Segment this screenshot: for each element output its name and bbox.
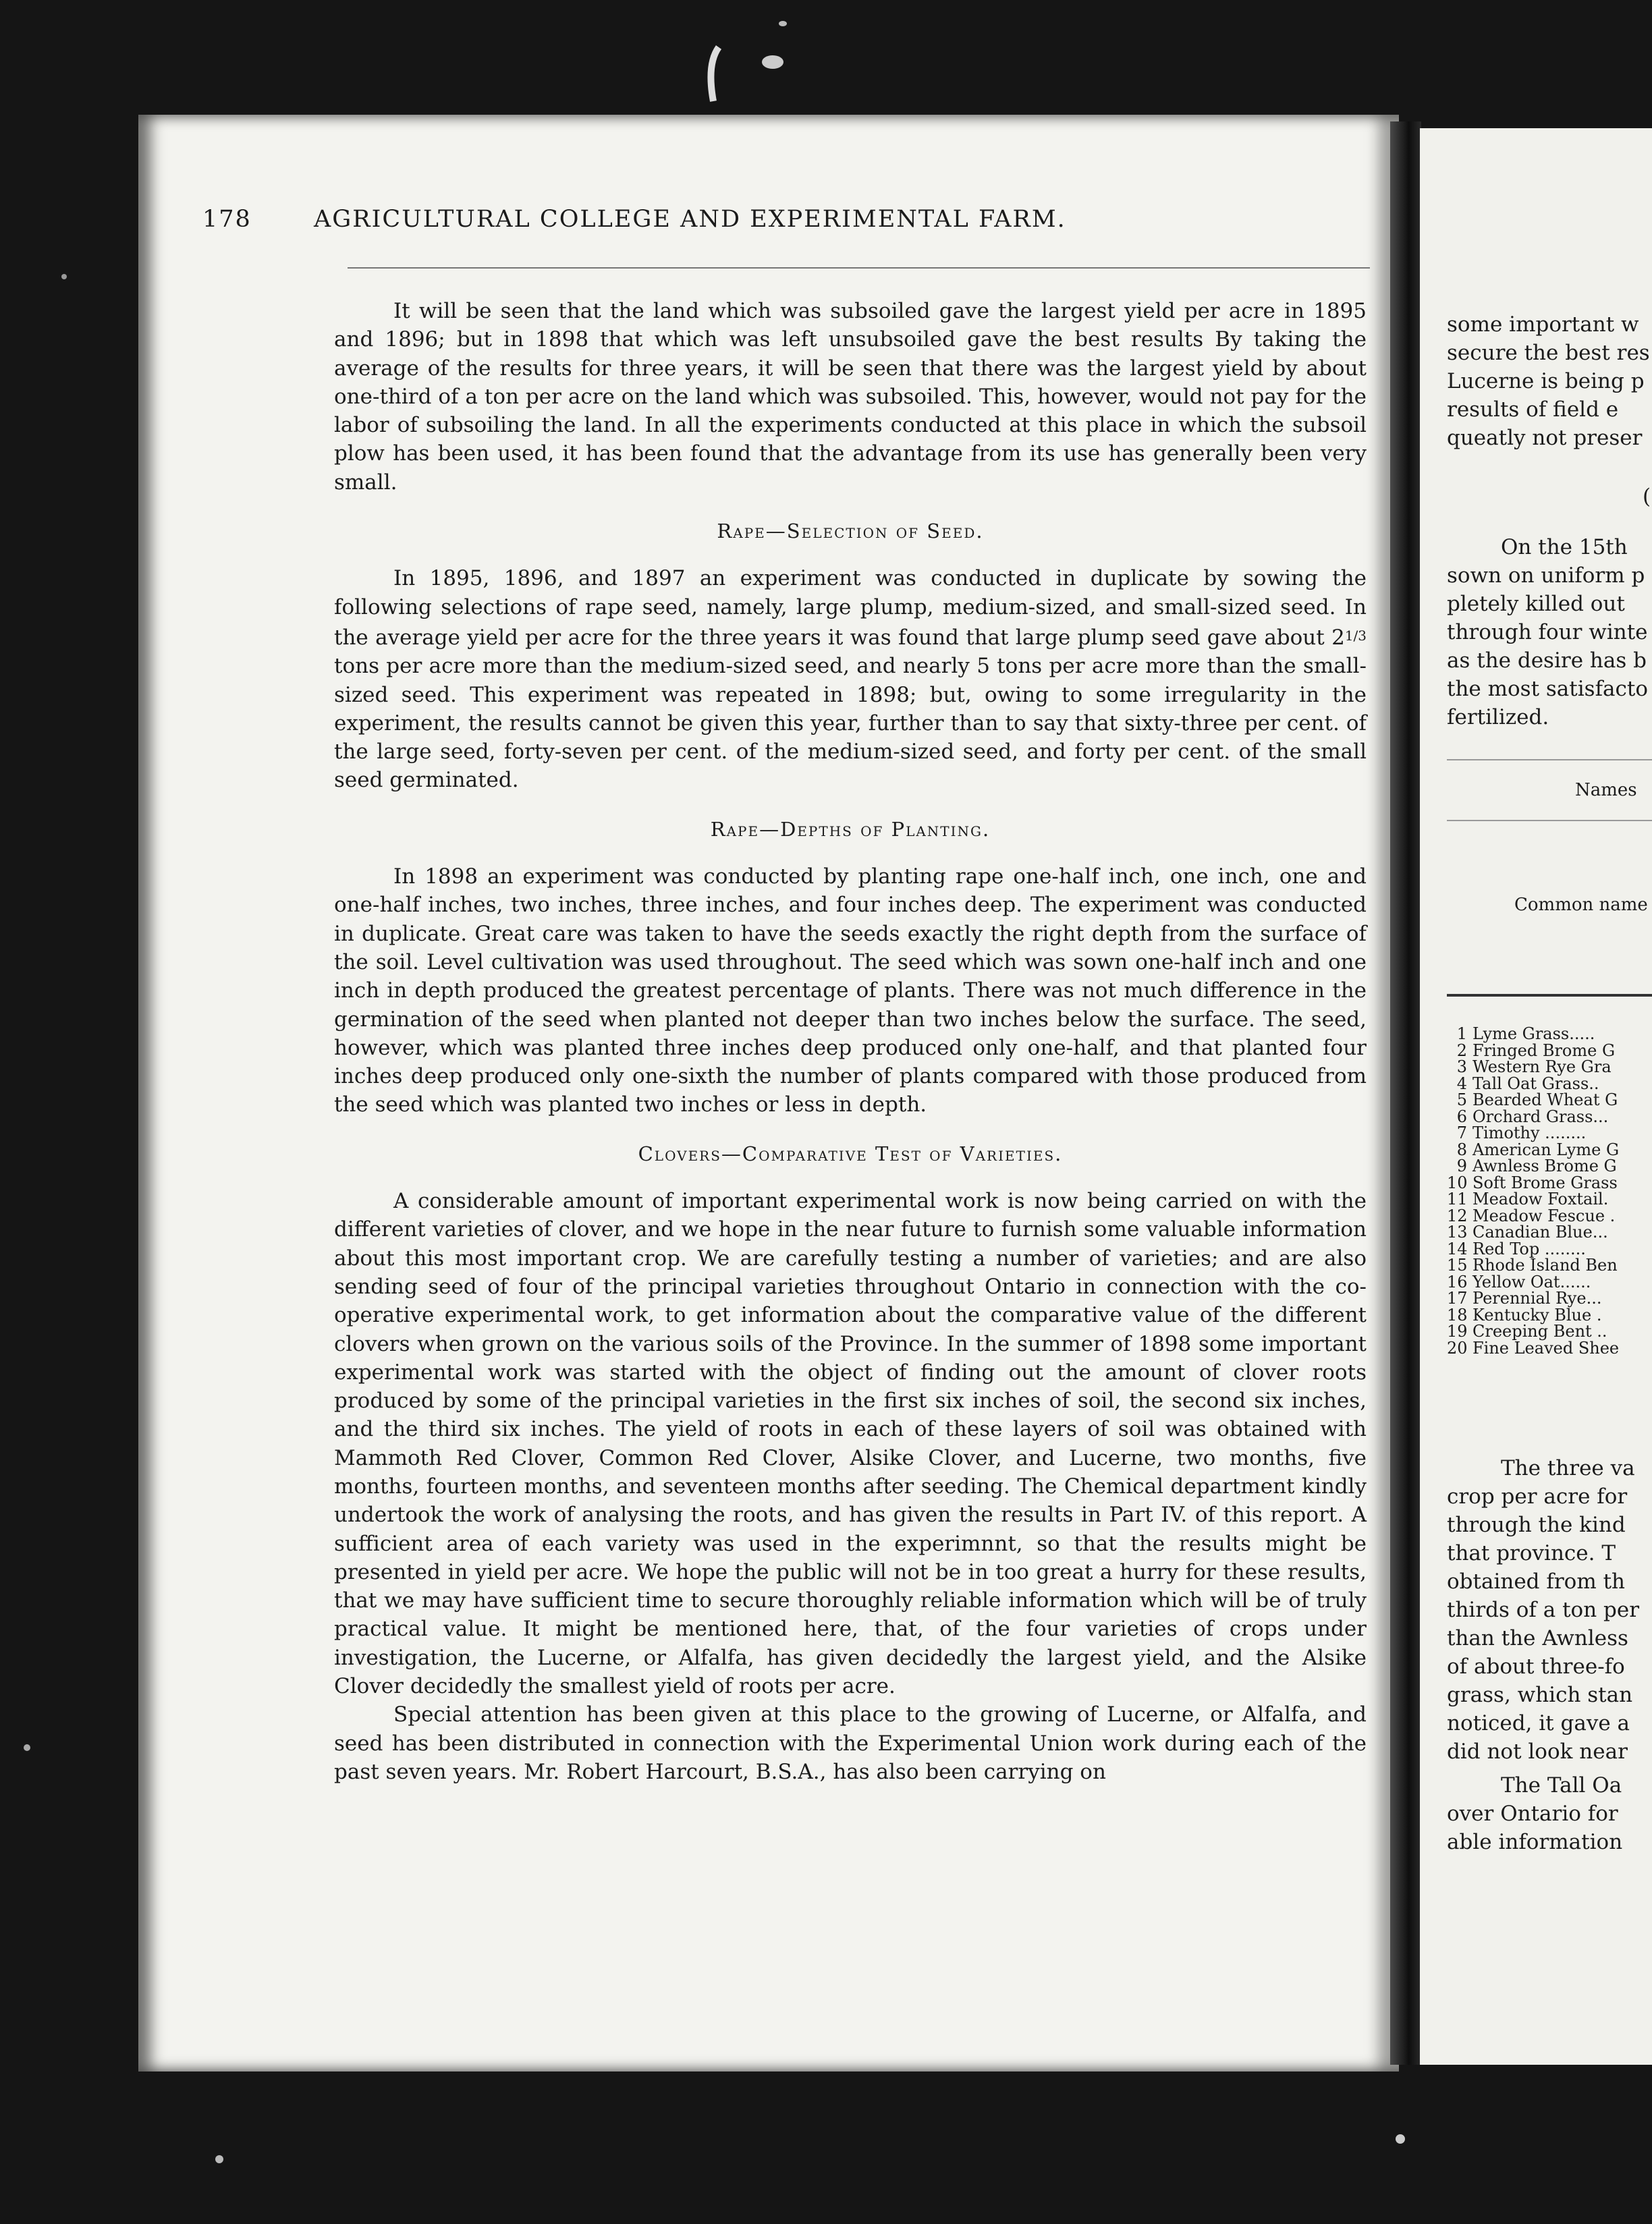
text-line: Lucerne is being p	[1447, 369, 1645, 393]
list-item: 20 Fine Leaved Shee	[1447, 1338, 1620, 1358]
right-text-top	[1447, 310, 1650, 452]
book-gutter	[1390, 121, 1421, 2065]
text-line: than the Awnless	[1447, 1626, 1628, 1650]
heading-fragment: (	[1643, 484, 1651, 509]
paragraph-rape-selection	[334, 564, 1367, 794]
page-body	[334, 297, 1367, 1786]
list-item: 15 Rhode Island Ben	[1447, 1256, 1618, 1275]
paragraph-rape-depths: In 1898 an experiment was conducted by planting rape one-half inch, one inch, one and one-half inches, two inches, three inches, and four inches deep. The experiment was conducted in duplicate. Great care was taken to have the seeds exactly the right depth from the surface of the soil. Level cultivation was used throughout. The seed which was sown one-half inch and one inch in depth produced the greatest percentage of plants. There was not much difference in the germination of the seed when planted not deeper than two inches below the surface. The seed, however, which was planted three inches deep produced only one-half, and that planted four inches deep produced only one-sixth the number of plants compared with those produced from the seed which was planted two inches or less in depth.	[334, 864, 1367, 1117]
list-item: 7 Timothy ........	[1456, 1123, 1587, 1142]
table-header-names: Names	[1575, 780, 1637, 800]
text-line: grass, which stan	[1447, 1683, 1633, 1707]
text-line: thirds of a ton per	[1447, 1598, 1640, 1622]
right-page-fragment	[1420, 128, 1652, 2065]
list-item: 9 Awnless Brome G	[1456, 1157, 1617, 1175]
text-line: did not look near	[1447, 1740, 1628, 1764]
list-item: 6 Orchard Grass...	[1456, 1107, 1609, 1126]
table-header-common-name: Common name	[1514, 895, 1648, 915]
paragraph-clovers: A considerable amount of important experimental work is now being carried on with the different varieties of clover, and we hope in the near future to furnish some valuable information about this most important crop. We are carefully testing a number of varieties; and are also sending seed of four of the principal varieties throughout Ontario in connection with the co-operative experimental work, to get information about the comparative value of the different clovers when grown on the various soils of the Province. In the summer of 1898 some important experimental work was started with the object of finding out the amount of clover roots produced by some of the principal varieties in the first six inches of soil, the second six inches, and the third six inches. The yield of roots in each of these layers of soil was obtained with Mammoth Red Clover, Common Red Clover, Alsike Clover, and Lucerne, two months, five months, fourteen months, and seventeen months after seeding. The Chemical department kindly undertook the work of analysing the roots, and has given the results in Part IV. of this report. A sufficient area of each variety was used in the experimnnt, so that the results might be presented in yield per acre. We hope the public will not be in too great a hurry for these results, that we may have sufficient time to secure thoroughly reliable information which will be of truly practical value. It might be mentioned here, that, of the four varieties of crops under investigation, the Lucerne, or Alfalfa, has given decidedly the largest yield, and the Alsike Clover decidedly the smallest yield of roots per acre.	[334, 1189, 1367, 1699]
text-line: through four winte	[1447, 620, 1648, 644]
text-line: crop per acre for	[1447, 1484, 1628, 1509]
right-text-bottom	[1447, 1454, 1639, 1856]
list-item: 13 Canadian Blue...	[1447, 1223, 1608, 1242]
text-run: tons per acre more than the medium-sized seed, and nearly 5 tons per acre more than the small-sized seed. This experiment was repeated in 1898; but, owing to some irregularity in the experiment, the results cannot be given this year, further than to say that sixty-three per cent. of the large seed, forty-seven per cent. of the medium-sized seed, and forty per cent. of the small seed germinated.	[334, 654, 1367, 793]
header-rule	[348, 267, 1370, 269]
text-line: The Tall Oa	[1501, 1773, 1622, 1798]
list-item: 2 Fringed Brome G	[1456, 1040, 1616, 1060]
grass-list	[1447, 1026, 1619, 1356]
text-line: the most satisfacto	[1447, 677, 1649, 701]
text-line: that province. T	[1447, 1541, 1616, 1565]
list-item: 19 Creeping Bent ..	[1447, 1322, 1607, 1341]
list-item: 14 Red Top ........	[1447, 1239, 1586, 1258]
text-line: some important w	[1447, 312, 1639, 337]
list-item: 8 American Lyme G	[1456, 1140, 1620, 1159]
table-rule	[1447, 820, 1652, 821]
text-line: of about three-fo	[1447, 1655, 1625, 1679]
list-item: 10 Soft Brome Grass	[1447, 1173, 1618, 1192]
text-line: as the desire has b	[1447, 648, 1647, 673]
list-item: 1 Lyme Grass.....	[1456, 1024, 1595, 1043]
list-item: 12 Meadow Fescue .	[1447, 1206, 1616, 1225]
text-line: pletely killed out	[1447, 592, 1625, 616]
text-line: queatly not preser	[1447, 426, 1643, 450]
text-line: fertilized.	[1447, 705, 1549, 729]
text-line: On the 15th	[1501, 535, 1628, 559]
text-line: The three va	[1501, 1456, 1635, 1480]
paragraph-subsoiling: It will be seen that the land which was subsoiled gave the largest yield per acre in 1895 and 1896; but in 1898 that which was left unsubsoiled gave the best results By taking the average of the results for three years, it will be seen that there was the largest yield by about one-third of a ton per acre on the land which was subsoiled. This, however, would not pay for the labor of subsoiling the land. In all the experiments conducted at this place in which the subsoil plow has been used, it has been found that the advantage from its use has generally been very small.	[334, 299, 1367, 495]
table-rule-heavy	[1447, 994, 1652, 997]
list-item: 5 Bearded Wheat G	[1456, 1090, 1618, 1109]
text-line: able information	[1447, 1830, 1623, 1854]
list-item: 11 Meadow Foxtail.	[1447, 1190, 1609, 1208]
page-number: 178	[202, 206, 252, 233]
text-line: sown on uniform p	[1447, 563, 1645, 588]
text-run: In 1895, 1896, and 1897 an experiment was conducted in duplicate by sowing the following selections of rape seed, namely, large plump, medium-sized, and small-sized seed. In the average yield per acre for the three years it was found that large plump seed gave about 2	[334, 566, 1367, 650]
list-item: 4 Tall Oat Grass..	[1456, 1074, 1599, 1093]
list-item: 16 Yellow Oat......	[1447, 1272, 1591, 1291]
list-item: 3 Western Rye Gra	[1456, 1057, 1612, 1076]
text-line: noticed, it gave a	[1447, 1711, 1630, 1735]
paragraph-lucerne: Special attention has been given at this place to the growing of Lucerne, or Alfalfa, and seed has been distributed in connection with the Experimental Union work during each of the past seven years. Mr. Robert Harcourt, B.S.A., has also been carrying on	[334, 1702, 1367, 1784]
right-text-mid	[1447, 533, 1648, 731]
list-item: 18 Kentucky Blue .	[1447, 1305, 1602, 1325]
table-rule	[1447, 759, 1652, 760]
text-line: through the kind	[1447, 1513, 1626, 1537]
text-line: over Ontario for	[1447, 1802, 1618, 1826]
text-line: obtained from th	[1447, 1569, 1625, 1594]
text-line: secure the best res	[1447, 341, 1650, 365]
section-heading-rape-selection: Rape—Selection of Seed.	[717, 520, 984, 543]
section-heading-clovers: Clovers—Comparative Test of Varieties.	[638, 1142, 1063, 1165]
section-heading-rape-depths: Rape—Depths of Planting.	[710, 817, 991, 841]
fraction: 1/3	[1344, 627, 1367, 644]
list-item: 17 Perennial Rye...	[1447, 1289, 1602, 1308]
header-title: AGRICULTURAL COLLEGE AND EXPERIMENTAL FARM.	[314, 206, 1066, 233]
text-line: results of field e	[1447, 397, 1619, 422]
running-head	[202, 206, 1269, 233]
